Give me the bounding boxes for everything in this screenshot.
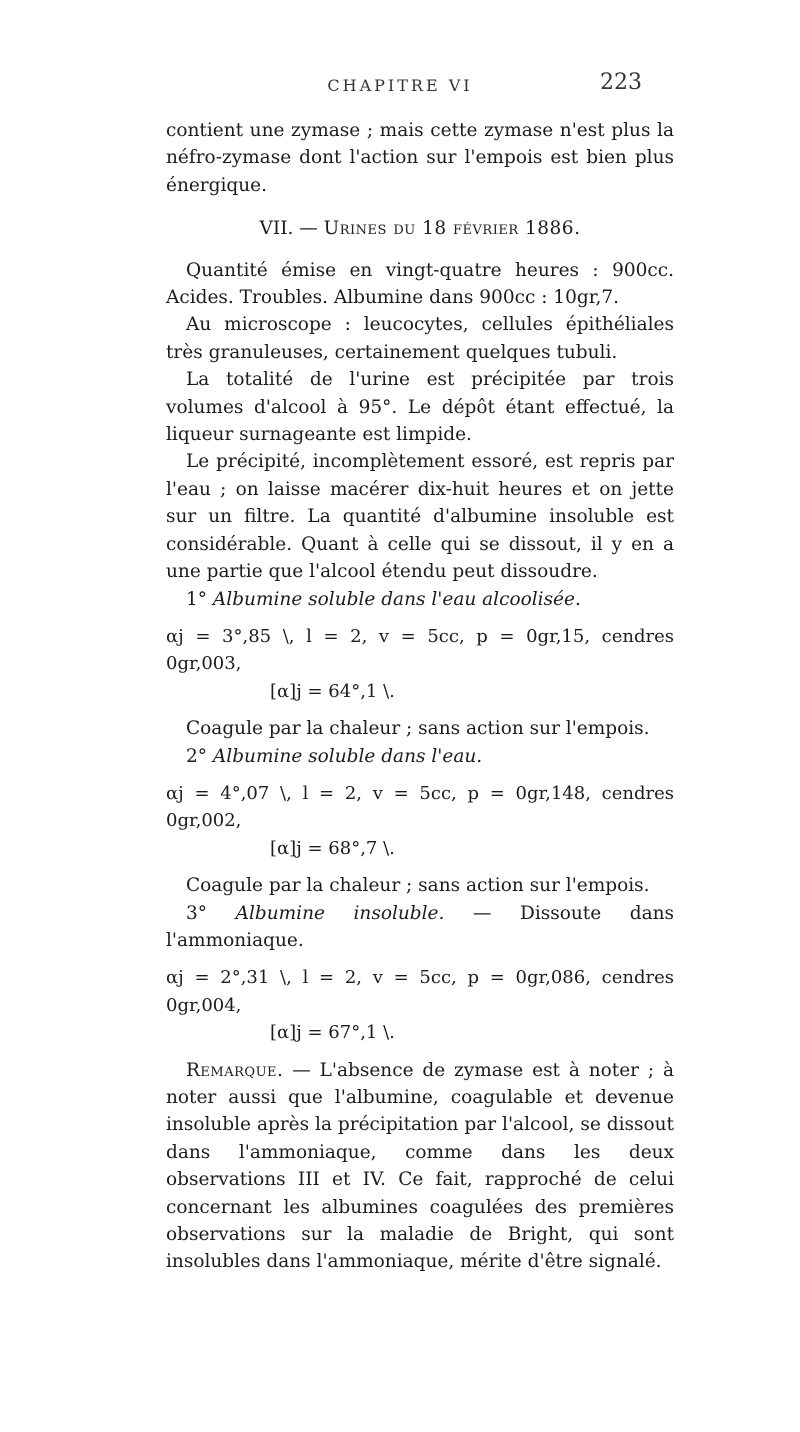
subheading-title: Albumine insoluble. — [235, 902, 445, 924]
paragraph: La totalité de l'urine est précipitée par trois volumes d'alcool à 95°. Le dépôt étant effectué, la liqueur surnageante est limpide. — [166, 369, 674, 446]
subheading-number: 2° — [186, 745, 208, 767]
paragraph: Coagule par la chaleur ; sans action sur l'empois. — [186, 718, 650, 740]
formula-line: αj = 4°,07 \, l = 2, v = 5cc, p = 0gr,148, cendres 0gr,002, — [166, 782, 674, 832]
subheading-2 — [166, 743, 674, 770]
formula-line: [α]j = 67°,1 \. — [270, 1022, 395, 1044]
remark-label: Remarque. — [186, 1059, 284, 1081]
paragraph: Le précipité, incomplètement essoré, est repris par l'eau ; on laisse macérer dix-huit heures et on jette sur un filtre. La quantité d'albumine insoluble est considérable. Quant à celle qui se dissout, il y en a une partie que l'alcool étendu peut dissoudre. — [166, 451, 674, 583]
section-heading — [166, 215, 674, 242]
paragraph-continued: contient une zymase ; mais cette zymase n'est plus la néfro-zymase dont l'action sur l'empois est bien plus énergique. — [166, 120, 674, 196]
subheading-1 — [166, 586, 674, 613]
section-title: Urines du 18 février 1886. — [323, 218, 581, 240]
main-text — [166, 117, 674, 1276]
section-number: VII. — — [259, 218, 318, 240]
paragraph: Coagule par la chaleur ; sans action sur l'empois. — [186, 875, 650, 897]
formula-line: αj = 2°,31 \, l = 2, v = 5cc, p = 0gr,086, cendres 0gr,004, — [166, 967, 674, 1016]
subheading-title: Albumine soluble dans l'eau. — [212, 745, 483, 767]
formula-line: [α]j = 68°,7 \. — [270, 837, 395, 859]
subheading-number: 3° — [186, 902, 208, 924]
formula-3 — [166, 964, 674, 1046]
remark-text: — L'absence de zymase est à noter ; à noter aussi que l'albumine, coagulable et devenue insoluble après la précipitation par l'alcool, se dissout dans l'ammoniaque, comme dans les deux observations III et IV. Ce fait, rapproché de celui concernant les albumines coagulées des premières observations sur la maladie de Bright, qui sont insolubles dans l'ammoniaque, mérite d'être signalé. — [166, 1059, 675, 1273]
formula-line: αj = 3°,85 \, l = 2, v = 5cc, p = 0gr,15, cendres 0gr,003, — [166, 625, 674, 675]
chapter-heading: CHAPITRE VI — [327, 76, 473, 95]
subheading-rest: — Dissoute dans l'ammoniaque. — [166, 902, 675, 951]
paragraph: Quantité émise en vingt-quatre heures : 900cc. Acides. Troubles. Albumine dans 900cc : 10gr,7. — [166, 259, 674, 309]
paragraph: Au microscope : leucocytes, cellules épithéliales très granuleuses, certainement quelques tubuli. — [166, 314, 674, 363]
subheading-3 — [166, 900, 674, 955]
formula-1 — [166, 623, 674, 705]
remark-paragraph — [166, 1057, 674, 1276]
subheading-number: 1° — [186, 588, 208, 610]
formula-line: [α]j = 64°,1 \. — [270, 680, 395, 702]
subheading-title: Albumine soluble dans l'eau alcoolisée. — [212, 588, 581, 610]
running-head — [0, 70, 800, 102]
page-number: 223 — [600, 70, 642, 95]
formula-2 — [166, 780, 674, 862]
